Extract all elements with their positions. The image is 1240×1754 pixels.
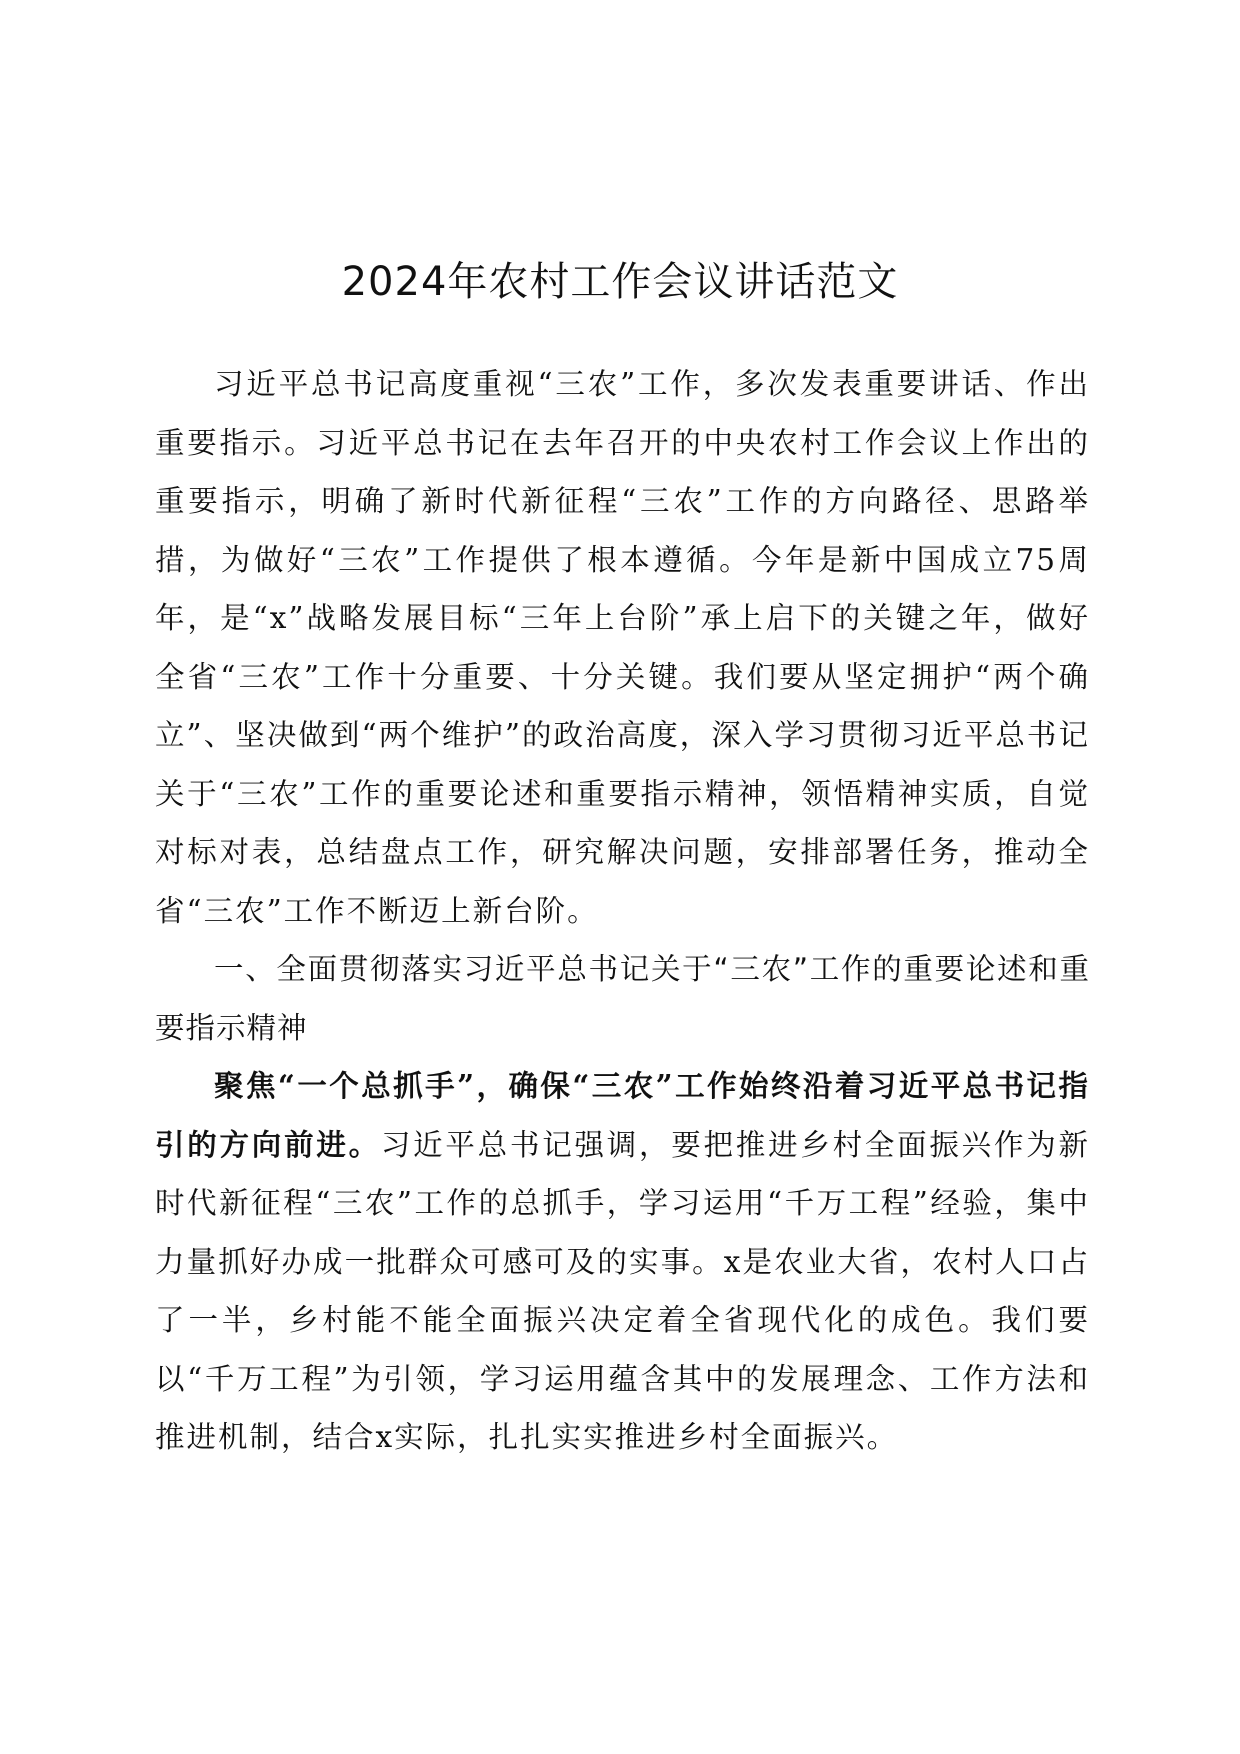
paragraph-body-text: 习近平总书记强调，要把推进乡村全面振兴作为新时代新征程“三农”工作的总抓手，学习运用“千万工程”经验，集中力量抓好办成一批群众可感可及的实事。x是农业大省，农村人口占了一半，乡村能不能全面振兴决定着全省现代化的成色。我们要以“千万工程”为引领，学习运用蕴含其中的发展理念、工作方法和推进机制，结合x实际，扎扎实实推进乡村全面振兴。: [155, 1127, 1090, 1454]
intro-paragraph: 习近平总书记高度重视“三农”工作，多次发表重要讲话、作出重要指示。习近平总书记在去年召开的中央农村工作会议上作出的重要指示，明确了新时代新征程“三农”工作的方向路径、思路举措，为做好“三农”工作提供了根本遵循。今年是新中国成立75周年，是“x”战略发展目标“三年上台阶”承上启下的关键之年，做好全省“三农”工作十分重要、十分关键。我们要从坚定拥护“两个确立”、坚决做到“两个维护”的政治高度，深入学习贯彻习近平总书记关于“三农”工作的重要论述和重要指示精神，领悟精神实质，自觉对标对表，总结盘点工作，研究解决问题，安排部署任务，推动全省“三农”工作不断迈上新台阶。: [155, 367, 1090, 928]
section-1-paragraph: [155, 1057, 1090, 1467]
document-body: [155, 355, 1090, 1467]
paragraph-lead-sentence: 聚焦“一个总抓手”，确保“三农”工作始终沿着习近平总书记指引的方向前进。: [155, 1068, 1090, 1162]
section-heading-1: 一、全面贯彻落实习近平总书记关于“三农”工作的重要论述和重要指示精神: [155, 952, 1090, 1045]
document-title: 2024年农村工作会议讲话范文: [341, 259, 899, 305]
